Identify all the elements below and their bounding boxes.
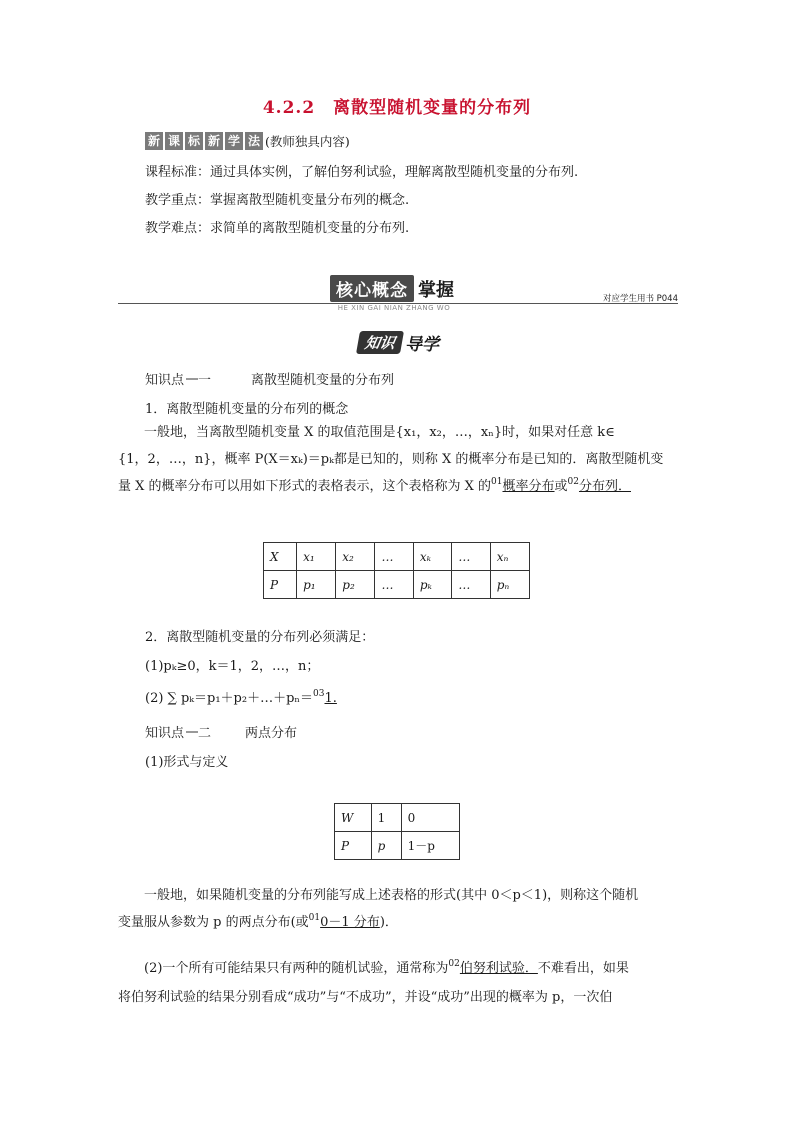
table-cell: x₂ [336,543,375,571]
page-title [0,93,794,118]
table-cell: … [375,543,413,571]
two-point-table [334,803,460,860]
table-cell: p₁ [297,571,336,599]
table-cell: W [335,804,372,832]
table-cell: … [452,543,490,571]
teaching-focus: 教学重点：掌握离散型随机变量分布列的概念. [145,193,410,208]
table-cell: … [452,571,490,599]
answer-blank: 伯努利试验． [459,961,538,976]
kp-title: 离散型随机变量的分布列 [251,373,395,388]
kp-num: 二 [198,726,212,741]
guide-banner [358,330,439,355]
para-line: 一般地，如果随机变量的分布列能写成上述表格的形式(其中 0＜p＜1)，则称这个随机 [144,888,639,903]
item-heading: 1．离散型随机变量的分布列的概念 [145,402,349,417]
badge-char: 法 [245,132,263,150]
section-title: 离散型随机变量的分布列 [333,98,532,118]
kp-title: 两点分布 [245,726,298,741]
para-line [118,955,686,984]
badge-char: 新 [205,132,223,150]
item-heading: 2．离散型随机变量的分布列必须满足： [145,630,375,645]
teaching-difficulty: 教学难点：求简单的离散型随机变量的分布列. [145,221,410,236]
para-line: 一般地，当离散型随机变量 X 的取值范围是{x₁，x₂，…，xₙ}时，如果对任意 k∈ [144,425,615,440]
answer-blank: 0－1 分布 [320,915,380,930]
table-cell: P [335,832,372,860]
para-line: 将伯努利试验的结果分别看成“成功”与“不成功”，并设“成功”出现的概率为 p，一次伯 [118,990,613,1005]
answer-mark: 02 [448,959,460,969]
kp-dash [186,731,198,733]
table-row [335,832,460,860]
item-heading: (1)形式与定义 [145,755,229,770]
table-row [264,571,530,599]
page-reference: 对应学生用书 P044 [602,294,678,304]
table-cell: p [371,832,401,860]
table-cell: x₁ [297,543,336,571]
condition-2 [145,687,337,706]
para-text: (2)一个所有可能结果只有两种的随机试验，通常称为 [144,961,449,976]
para-text: )． [379,915,398,930]
table-row [264,543,530,571]
bernoulli-paragraph [118,955,686,1011]
section-banner [330,275,454,302]
table-cell: … [375,571,413,599]
distribution-table [263,542,530,599]
course-standard: 课程标准：通过具体实例，了解伯努利试验，理解离散型随机变量的分布列. [145,165,579,180]
answer-blank: 1. [324,691,337,706]
table-row [335,804,460,832]
section-number: 4.2.2 [262,98,316,118]
para-text: 或 [554,479,568,494]
para-line: {1，2，…，n}，概率 P(X＝xₖ)＝pₖ都是已知的，则称 X 的概率分布是已知的．离散型随机变 [118,452,664,467]
table-cell: xₖ [413,543,452,571]
subheader [145,132,350,150]
guide-dark-text: 知识 [356,331,404,354]
para-line [118,473,686,502]
para-text: 不难看出，如果 [537,961,629,976]
table-cell: pₖ [413,571,452,599]
answer-blank: 概率分布 [502,479,555,494]
banner-pinyin: HE XIN GAI NIAN ZHANG WO [337,304,451,312]
knowledge-point-1 [145,369,394,388]
subheader-note: (教师独具内容) [265,134,350,149]
condition-1: (1)pₖ≥0，k＝1，2，…，n； [145,659,320,674]
banner-light-text: 掌握 [418,279,454,301]
definition-paragraph [118,419,686,502]
kp-dash [186,378,198,380]
badge-char: 学 [225,132,243,150]
answer-mark: 01 [491,477,503,487]
guide-light-text: 导学 [405,335,440,355]
knowledge-point-2 [145,722,297,741]
table-cell: P [264,571,297,599]
para-line [118,909,686,938]
kp-num: 一 [198,373,212,388]
table-cell: X [264,543,297,571]
table-cell: p₂ [336,571,375,599]
answer-mark: 01 [308,913,321,923]
answer-blank: 分布列． [578,479,631,494]
banner-dark-text: 核心概念 [330,275,414,302]
answer-mark: 03 [313,689,325,699]
table-cell: xₙ [490,543,529,571]
badge-char: 标 [185,132,203,150]
two-point-definition [118,882,686,938]
kp-label: 知识点 [145,373,185,388]
table-cell: 1 [371,804,401,832]
badge-char: 课 [165,132,183,150]
para-text: 变量服从参数为 p 的两点分布(或 [118,915,309,930]
answer-mark: 02 [567,477,579,487]
table-cell: 1－p [401,832,459,860]
para-text: 量 X 的概率分布可以用如下形式的表格表示，这个表格称为 X 的 [118,479,492,494]
kp-label: 知识点 [145,726,185,741]
condition-text: (2) ∑ pₖ＝p₁＋p₂＋…＋pₙ＝ [145,691,314,706]
badge-char: 新 [145,132,163,150]
table-cell: 0 [401,804,459,832]
table-cell: pₙ [490,571,529,599]
